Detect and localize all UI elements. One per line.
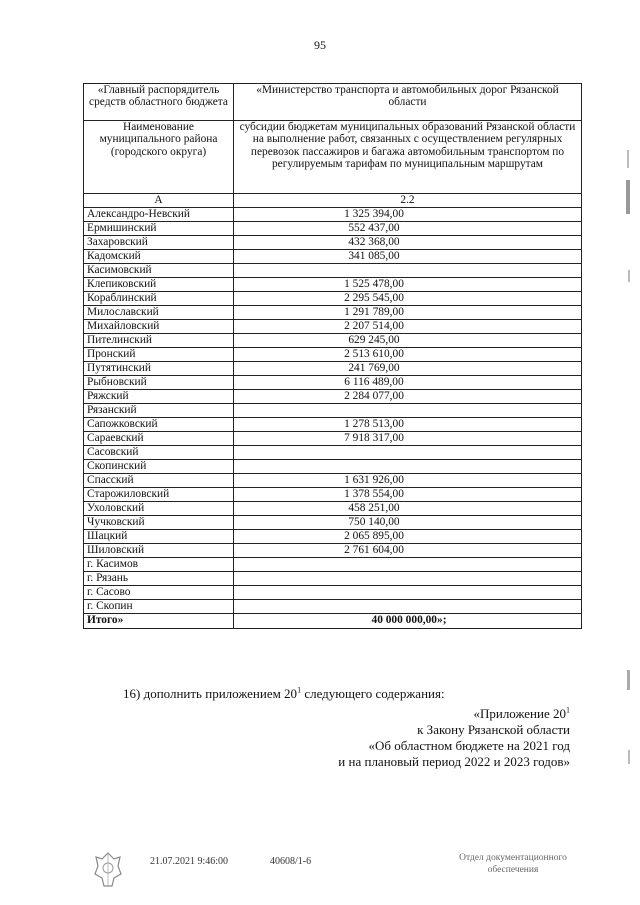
- district-name: Рыбновский: [84, 376, 234, 390]
- district-name: Клепиковский: [84, 278, 234, 292]
- district-name: Ермишинский: [84, 222, 234, 236]
- subsidy-amount: 2 284 077,00: [234, 390, 582, 404]
- appendix-name-line2: и на плановый период 2022 и 2023 годов»: [338, 754, 570, 769]
- table-row: [84, 264, 582, 278]
- table-row: [84, 222, 582, 236]
- total-row: [84, 614, 582, 629]
- subsidy-amount: 2 207 514,00: [234, 320, 582, 334]
- district-name: Пителинский: [84, 334, 234, 348]
- table-row: [84, 292, 582, 306]
- subsidy-amount: 1 325 394,00: [234, 208, 582, 222]
- district-name: Сасовский: [84, 446, 234, 460]
- table-row: [84, 474, 582, 488]
- district-name: Рязанский: [84, 404, 234, 418]
- district-name: г. Касимов: [84, 558, 234, 572]
- district-name: Касимовский: [84, 264, 234, 278]
- subsidy-amount: 1 378 554,00: [234, 488, 582, 502]
- footer-doc-number: 40608/1-6: [270, 856, 312, 867]
- amendment-text: [123, 686, 445, 702]
- table-row: [84, 376, 582, 390]
- column-index-row: [84, 194, 582, 208]
- district-name: Кадомский: [84, 250, 234, 264]
- subsidy-table: [83, 83, 582, 629]
- subsidy-amount: 341 085,00: [234, 250, 582, 264]
- table-row: [84, 558, 582, 572]
- table-row: [84, 208, 582, 222]
- amendment-text-before: 16) дополнить приложением 20: [123, 686, 298, 701]
- district-name: Александро-Невский: [84, 208, 234, 222]
- distributor-label: «Главный распорядитель средств областного бюджета: [84, 84, 234, 121]
- table-row: [84, 404, 582, 418]
- district-name: Старожиловский: [84, 488, 234, 502]
- subsidy-amount: 2 065 895,00: [234, 530, 582, 544]
- district-name: г. Скопин: [84, 600, 234, 614]
- appendix-title-text: «Приложение 20: [473, 706, 566, 721]
- table-row: [84, 446, 582, 460]
- district-name: Кораблинский: [84, 292, 234, 306]
- table-row: [84, 544, 582, 558]
- appendix-name-line1: «Об областном бюджете на 2021 год: [368, 738, 570, 753]
- table-row: [84, 502, 582, 516]
- subsidy-amount: 432 368,00: [234, 236, 582, 250]
- table-row: [84, 572, 582, 586]
- district-name: Спасский: [84, 474, 234, 488]
- subsidy-amount: [234, 558, 582, 572]
- subsidy-amount: 750 140,00: [234, 516, 582, 530]
- table-row: [84, 362, 582, 376]
- page-number: 95: [314, 38, 326, 52]
- subsidy-amount: [234, 572, 582, 586]
- table-row: [84, 320, 582, 334]
- subsidy-amount: [234, 446, 582, 460]
- table-row: [84, 530, 582, 544]
- table-row: [84, 600, 582, 614]
- footer-department-stamp: Отдел документационного обеспечения: [459, 853, 567, 875]
- subsidy-amount: 2 513 610,00: [234, 348, 582, 362]
- district-name: Скопинский: [84, 460, 234, 474]
- amendment-superscript: 1: [297, 685, 302, 695]
- subsidy-amount: [234, 600, 582, 614]
- table-row: [84, 236, 582, 250]
- subsidy-amount: 1 525 478,00: [234, 278, 582, 292]
- table-row: [84, 460, 582, 474]
- subsidy-amount: [234, 264, 582, 278]
- distributor-value: «Министерство транспорта и автомобильных дорог Рязанской области: [234, 84, 582, 121]
- header-row-columns: [84, 121, 582, 194]
- subsidy-amount: 1 278 513,00: [234, 418, 582, 432]
- subsidy-amount: 6 116 489,00: [234, 376, 582, 390]
- table-row: [84, 516, 582, 530]
- table-row: [84, 250, 582, 264]
- subsidy-amount: 552 437,00: [234, 222, 582, 236]
- subsidy-amount: [234, 460, 582, 474]
- district-name: Ряжский: [84, 390, 234, 404]
- subsidy-amount: 629 245,00: [234, 334, 582, 348]
- footer-datetime: 21.07.2021 9:46:00: [150, 856, 229, 867]
- appendix-law: к Закону Рязанской области: [417, 722, 570, 737]
- column-index-b: 2.2: [234, 194, 582, 208]
- district-name: Милославский: [84, 306, 234, 320]
- district-name: Шацкий: [84, 530, 234, 544]
- table-row: [84, 488, 582, 502]
- district-name: г. Сасово: [84, 586, 234, 600]
- table-row: [84, 586, 582, 600]
- table-row: [84, 390, 582, 404]
- scan-edge-marks: [624, 150, 634, 850]
- district-name: Путятинский: [84, 362, 234, 376]
- header-row-distributor: [84, 84, 582, 121]
- subsidy-amount: 458 251,00: [234, 502, 582, 516]
- table-row: [84, 334, 582, 348]
- subsidy-amount: [234, 586, 582, 600]
- subsidy-amount: 2 761 604,00: [234, 544, 582, 558]
- district-name: г. Рязань: [84, 572, 234, 586]
- total-amount: 40 000 000,00»;: [234, 614, 582, 629]
- district-name: Чучковский: [84, 516, 234, 530]
- subsidy-amount: 1 291 789,00: [234, 306, 582, 320]
- column-index-a: А: [84, 194, 234, 208]
- amendment-text-after: следующего содержания:: [301, 686, 445, 701]
- subsidy-amount: 2 295 545,00: [234, 292, 582, 306]
- table-row: [84, 278, 582, 292]
- table-row: [84, 306, 582, 320]
- district-name: Пронский: [84, 348, 234, 362]
- district-name: Шиловский: [84, 544, 234, 558]
- subsidy-column-header: субсидии бюджетам муниципальных образований Рязанской области на выполнение работ, связанных с осуществлением регулярных перевозок пассажиров и багажа автомобильным транспортом по регулируемым тарифам по муниципальным маршрутам: [234, 121, 582, 194]
- subsidy-amount: 1 631 926,00: [234, 474, 582, 488]
- subsidy-amount: [234, 404, 582, 418]
- coat-of-arms-icon: [90, 850, 126, 890]
- subsidy-amount: 241 769,00: [234, 362, 582, 376]
- district-name: Сараевский: [84, 432, 234, 446]
- table-row: [84, 418, 582, 432]
- subsidy-amount: 7 918 317,00: [234, 432, 582, 446]
- appendix-title-superscript: 1: [566, 705, 570, 715]
- total-label: Итого»: [84, 614, 234, 629]
- table-row: [84, 432, 582, 446]
- district-name: Ухоловский: [84, 502, 234, 516]
- district-name: Михайловский: [84, 320, 234, 334]
- district-column-header: Наименование муниципального района (городского округа): [84, 121, 234, 194]
- district-name: Сапожковский: [84, 418, 234, 432]
- appendix-title: [473, 706, 570, 722]
- table-row: [84, 348, 582, 362]
- district-name: Захаровский: [84, 236, 234, 250]
